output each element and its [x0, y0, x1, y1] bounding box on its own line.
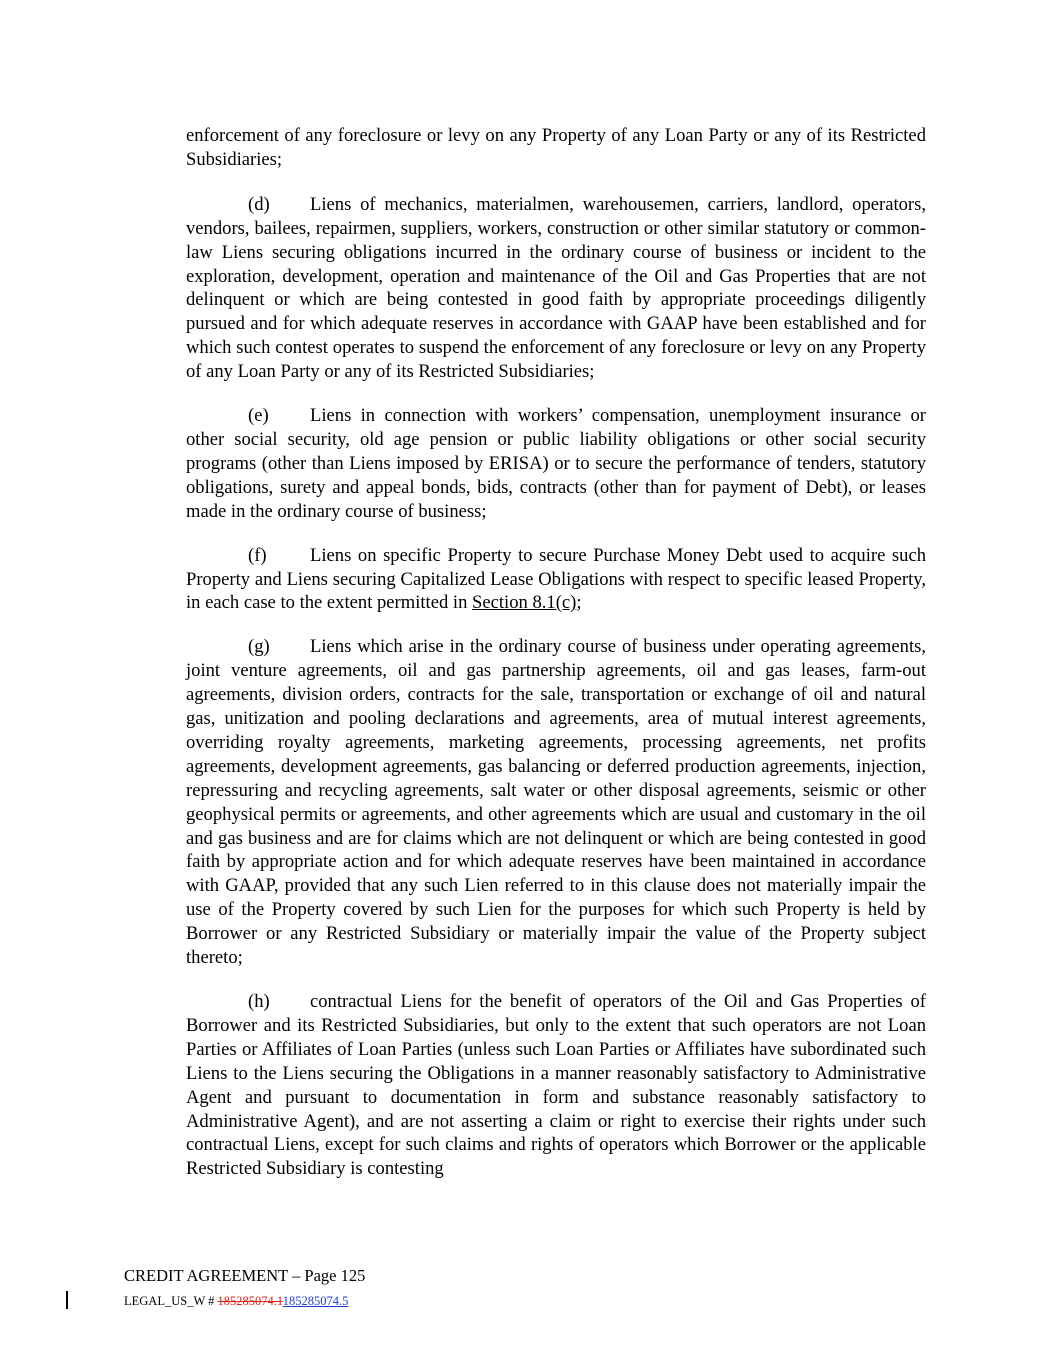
clause-text: Liens on specific Property to secure Purchase Money Debt used to acquire such Property and Liens securing Capitalized Lease Obligations with respect to specific leased Property, in each case to the extent permitted in	[186, 544, 926, 614]
doc-id-deleted: 185285074.1	[217, 1294, 283, 1308]
clause-marker: (h)	[248, 991, 270, 1012]
clause-d	[186, 193, 926, 384]
clause-f	[186, 544, 926, 616]
continuation-paragraph: enforcement of any foreclosure or levy on any Property of any Loan Party or any of its Restricted Subsidiaries;	[186, 125, 926, 170]
clause-text-tail: ;	[576, 592, 582, 614]
document-body	[186, 124, 926, 1181]
revision-change-bar	[66, 1291, 68, 1309]
footer-page-title: CREDIT AGREEMENT – Page 125	[124, 1266, 366, 1285]
clause-text: contractual Liens for the benefit of operators of the Oil and Gas Properties of Borrower and its Restricted Subsidiaries, but only to the extent that such operators are not Loan Parties or Affiliates of Loan Parties (unless such Loan Parties or Affiliates have subordinated such Liens to the Liens securing the Obligations in a manner reasonably satisfactory to Administrative Agent and pursuant to documentation in form and substance reasonably satisfactory to Administrative Agent), and are not asserting a claim or right to exercise their rights under such contractual Liens, except for such claims and rights of operators which Borrower or the applicable Restricted Subsidiary is contesting	[186, 991, 926, 1180]
clause-h	[186, 990, 926, 1181]
clause-text: Liens of mechanics, materialmen, warehousemen, carriers, landlord, operators, vendors, bailees, repairmen, suppliers, workers, construction or other similar statutory or common-law Liens securing obligations incurred in the ordinary course of business or incident to the exploration, development, operation and maintenance of the Oil and Gas Properties that are not delinquent or which are being contested in good faith by appropriate proceedings diligently pursued and for which adequate reserves in accordance with GAAP have been established and for which such contest operates to suspend the enforcement of any foreclosure or levy on any Property of any Loan Party or any of its Restricted Subsidiaries;	[186, 193, 926, 383]
doc-id-inserted: 185285074.5	[282, 1294, 349, 1308]
clause-marker: (f)	[248, 544, 267, 566]
clause-e	[186, 404, 926, 524]
footer-document-id	[124, 1293, 348, 1309]
clause-marker: (d)	[248, 193, 270, 215]
doc-id-prefix: LEGAL_US_W #	[124, 1294, 218, 1308]
section-cross-reference: Section 8.1(c)	[472, 592, 577, 614]
clause-marker: (g)	[248, 636, 270, 658]
clause-marker: (e)	[248, 405, 269, 427]
clause-g	[186, 635, 926, 970]
clause-text: Liens which arise in the ordinary course of business under operating agreements, joint venture agreements, oil and gas partnership agreements, oil and gas leases, farm-out agreements, division orders, contracts for the sale, transportation or exchange of oil and natural gas, unitization and pooling declarations and agreements, area of mutual interest agreements, overriding royalty agreements, marketing agreements, processing agreements, net profits agreements, development agreements, gas balancing or deferred production agreements, injection, repressuring and recycling agreements, salt water or other disposal agreements, seismic or other geophysical permits or agreements, and other agreements which are usual and customary in the oil and gas business and are for claims which are not delinquent or which are being contested in good faith by appropriate action and for which adequate reserves have been maintained in accordance with GAAP, provided that any such Lien referred to in this clause does not materially impair the use of the Property covered by such Lien for the purposes for which such Property is held by Borrower or any Restricted Subsidiary or materially impair the value of the Property subject thereto;	[186, 636, 926, 969]
clause-text: Liens in connection with workers’ compensation, unemployment insurance or other social security, old age pension or public liability obligations or other social security programs (other than Liens imposed by ERISA) or to secure the performance of tenders, statutory obligations, surety and appeal bonds, bids, contracts (other than for payment of Debt), or leases made in the ordinary course of business;	[186, 405, 926, 522]
